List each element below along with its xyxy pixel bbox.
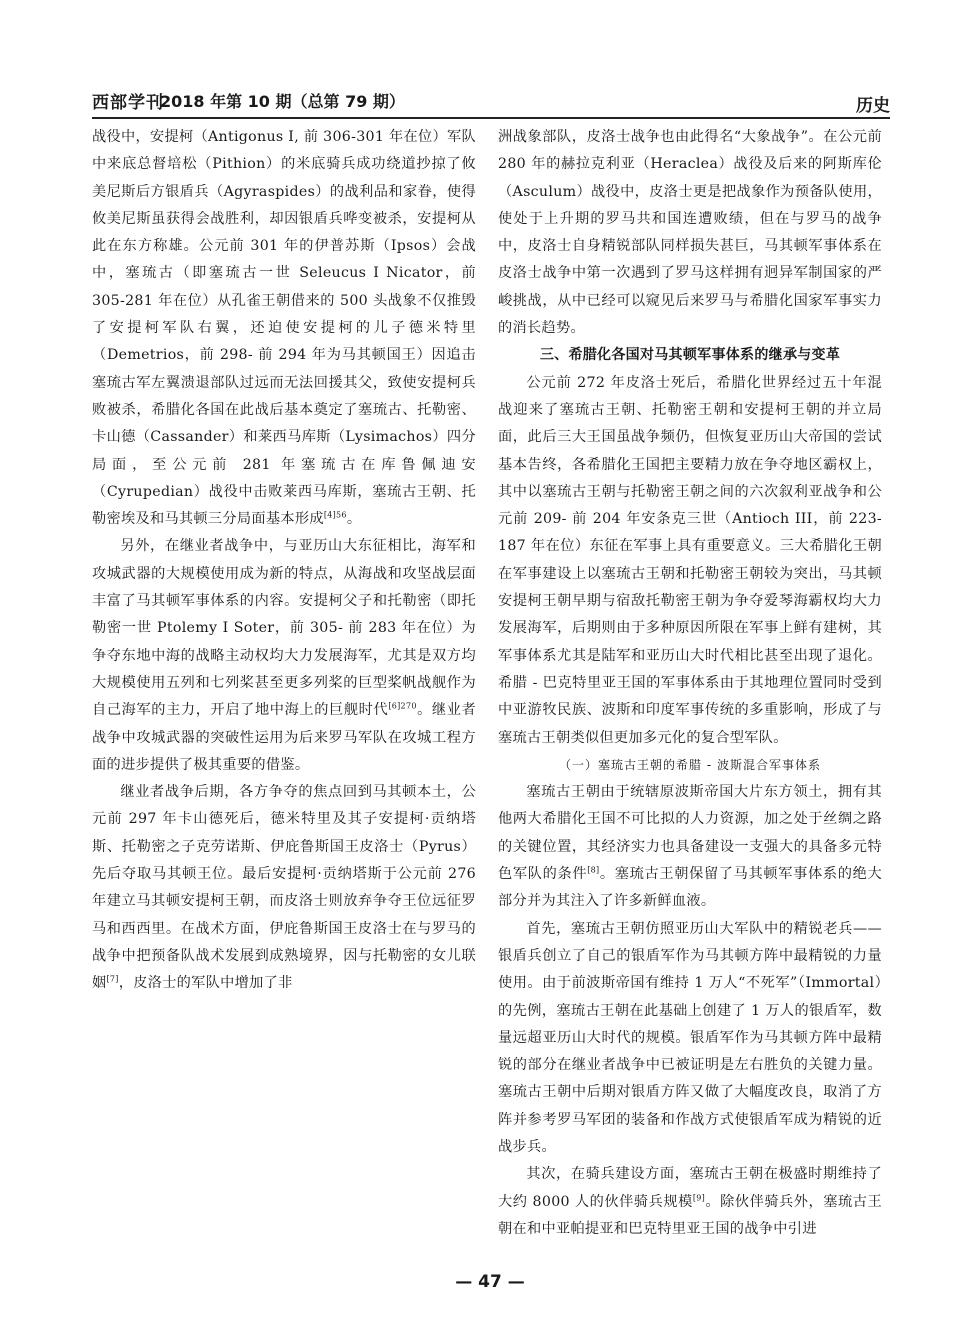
paragraph <box>498 124 882 342</box>
header-rule <box>92 117 890 119</box>
paragraph-text-tail: 。 <box>346 511 362 528</box>
paragraph <box>498 916 882 1162</box>
paragraph-text-tail: 。塞琉古王朝保留了马其顿军事体系的绝大部分并为其注入了许多新鲜血液。 <box>498 866 882 910</box>
subsection-heading: （一）塞琉古王朝的希腊 - 波斯混合军事体系 <box>559 757 821 772</box>
paragraph-text: 首先，塞琉古王朝仿照亚历山大军队中的精锐老兵——银盾兵创立了自己的银盾军作为马其顿方阵中最精锐的力量使用。由于前波斯帝国有维持 1 万人“不死军”（Immortal）的先例，塞琉古王朝在此基础上创建了 1 万人的银盾军，数量远超亚历山大时代的规模。银盾军作为马其顿方阵中最精锐的部分在继业者战争中已被证明是左右胜负的关键力量。塞琉古王朝中后期对银盾方阵又做了大幅度改良，取消了方阵并参考罗马军团的装备和作战方式使银盾军成为精锐的近战步兵。 <box>498 920 882 1155</box>
citation-ref: [7] <box>106 974 119 984</box>
paragraph <box>92 779 476 997</box>
citation-ref: [6]270 <box>388 701 417 711</box>
issue-info: 2018 年第 10 期（总第 79 期） <box>160 92 405 111</box>
paragraph-text: 塞琉古王朝由于统辖原波斯帝国大片东方领土，拥有其他两大希腊化王国不可比拟的人力资源，加之处于丝绸之路的关键位置，其经济实力也具备建设一支强大的具备多元特色军队的条件 <box>498 784 882 883</box>
paragraph-text: 另外，在继业者战争中，与亚历山大东征相比，海军和攻城武器的大规模使用成为新的特点，从海战和攻坚战层面丰富了马其顿军事体系的内容。安提柯父子和托勒密（即托勒密一世 Ptolemy I Soter，前 305- 前 283 年在位）为争夺东地中海的战略主动权均大力发展海军，尤其是双方均大规模使用五列和七列桨甚至更多列桨的巨型桨帆战舰作为自己海军的主力，开启了地中海上的巨舰时代 <box>92 538 476 719</box>
paragraph-text: 战役中，安提柯（Antigonus I, 前 306-301 年在位）军队中来底总督培松（Pithion）的米底骑兵成功绕道抄掠了攸美尼斯后方银盾兵（Agyraspides）的战利品和家眷，使得攸美尼斯虽获得会战胜利，却因银盾兵哗变被杀，安提柯从此在东方称雄。公元前 301 年的伊普苏斯（Ipsos）会战中，塞琉古（即塞琉古一世 Seleucus I Nicator，前 305-281 年在位）从孔雀王朝借来的 500 头战象不仅推毁了安提柯军队右翼，还迫使安提柯的儿子德米特里（Demetrios，前 298- 前 294 年为马其顿国王）因追击塞琉古军左翼溃退部队过远而无法回援其父，致使安提柯兵败被杀，希腊化各国在此战后基本奠定了塞琉古、托勒密、卡山德（Cassander）和莱西马库斯（Lysimachos）四分局面，至公元前 281 年塞琉古在库鲁佩迪安（Cyrupedian）战役中击败莱西马库斯，塞琉古王朝、托勒密埃及和马其顿三分局面基本形成 <box>92 129 476 528</box>
page-number: — 47 — <box>455 1272 525 1292</box>
paragraph-text-tail: 。继业者战争中攻城武器的突破性运用为后来罗马军队在攻城工程方面的进步提供了极其重要的借鉴。 <box>92 702 476 773</box>
paragraph-text: 继业者战争后期，各方争夺的焦点回到马其顿本土，公元前 297 年卡山德死后，德米特里及其子安提柯·贡纳塔斯、托勒密之子克劳诺斯、伊庇鲁斯国王皮洛士（Pyrus）先后夺取马其顿王位。最后安提柯·贡纳塔斯于公元前 276 年建立马其顿安提柯王朝，而皮洛士则放弃争夺王位远征罗马和西西里。在战术方面，伊庇鲁斯国王皮洛士在与罗马的战争中把预备队战术发展到成熟境界，因与托勒密的女儿联姻 <box>92 784 476 992</box>
journal-name: 西部学刊 <box>92 93 164 113</box>
running-header <box>92 88 890 116</box>
paragraph <box>498 1161 882 1243</box>
section-label: 历史 <box>856 96 890 116</box>
left-column <box>92 124 476 998</box>
citation-ref: [8] <box>587 865 600 875</box>
paragraph <box>92 533 476 779</box>
paragraph-text-tail: ，皮洛士的军队中增加了非 <box>118 975 293 992</box>
citation-ref: [4]56 <box>323 510 347 520</box>
paragraph-text: 其次，在骑兵建设方面，塞琉古王朝在极盛时期维持了大约 8000 人的伙伴骑兵规模 <box>498 1166 882 1210</box>
paragraph-text-tail: 。除伙伴骑兵外，塞琉古王朝在和中亚帕提亚和巴克特里亚王国的战争中引进 <box>498 1193 882 1237</box>
paragraph <box>498 779 882 915</box>
right-column <box>498 124 882 1243</box>
paragraph <box>92 124 476 533</box>
section-heading: 三、希腊化各国对马其顿军事体系的继承与变革 <box>539 347 841 364</box>
paragraph-text: 公元前 272 年皮洛士死后，希腊化世界经过五十年混战迎来了塞琉古王朝、托勒密王朝和安提柯王朝的并立局面，此后三大王国虽战争频仍，但恢复亚历山大帝国的尝试基本告终，各希腊化王国把主要精力放在争夺地区霸权上，其中以塞琉古王朝与托勒密王朝之间的六次叙利亚战争和公元前 209- 前 204 年安条克三世（Antioch III，前 223-187 年在位）东征在军事上具有重要意义。三大希腊化王朝在军事建设上以塞琉古王朝和托勒密王朝较为突出，马其顿安提柯王朝早期与宿敌托勒密王朝为争夺爱琴海霸权均大力发展海军，后期则由于多种原因所限在军事上鲜有建树，其军事体系尤其是陆军和亚历山大时代相比甚至出现了退化。希腊 - 巴克特里亚王国的军事体系由于其地理位置同时受到中亚游牧民族、波斯和印度军事传统的多重影响，形成了与塞琉古王朝类似但更加多元化的复合型军队。 <box>498 374 882 746</box>
paragraph <box>498 370 882 752</box>
paragraph-text: 洲战象部队，皮洛士战争也由此得名“大象战争”。在公元前 280 年的赫拉克利亚（Heraclea）战役及后来的阿斯库伦（Asculum）战役中，皮洛士更是把战象作为预备队使用，使处于上升期的罗马共和国连遭败绩，但在与罗马的战争中，皮洛士自身精锐部队同样损失甚巨，马其顿军事体系在皮洛士战争中第一次遇到了罗马这样拥有迥异军制国家的严峻挑战，从中已经可以窥见后来罗马与希腊化国家军事实力的消长趋势。 <box>498 129 882 337</box>
citation-ref: [9] <box>692 1192 706 1202</box>
